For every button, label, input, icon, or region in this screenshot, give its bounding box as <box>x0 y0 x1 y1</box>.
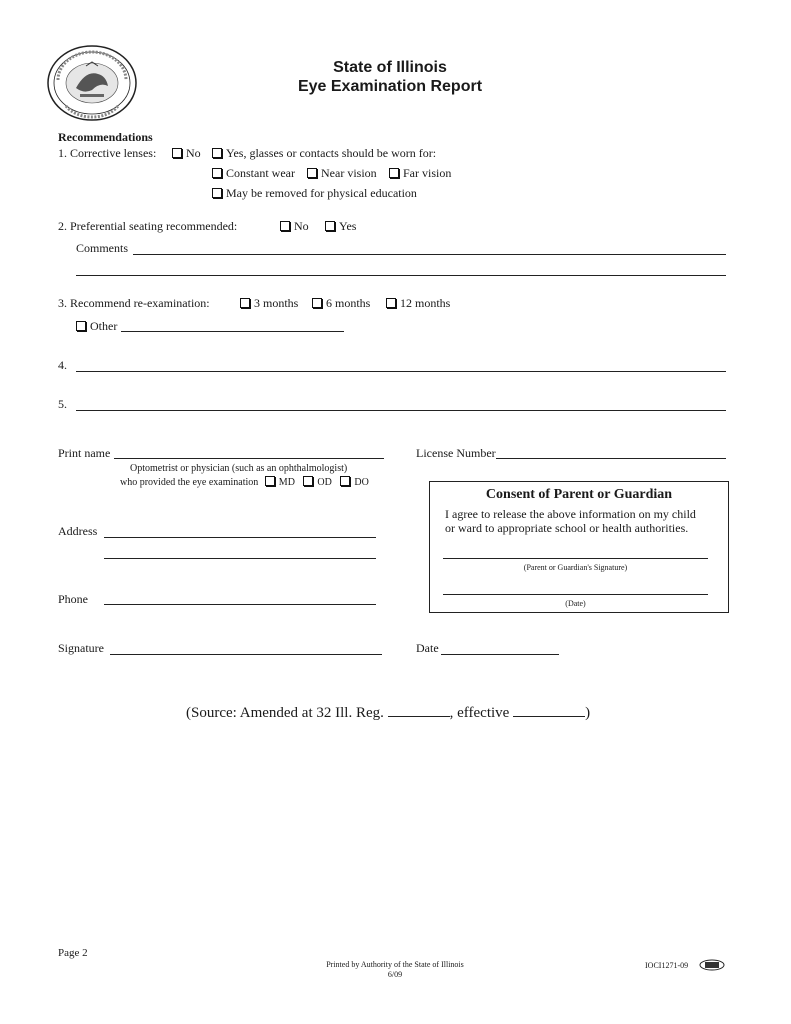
guardian-signature-caption: (Parent or Guardian's Signature) <box>523 563 628 572</box>
q1-near-option[interactable]: Near vision <box>307 166 377 181</box>
consent-text-1: I agree to release the above information on my child <box>445 507 696 521</box>
checkbox-icon[interactable] <box>172 148 182 158</box>
address-label: Address <box>58 524 98 538</box>
od-option[interactable]: OD <box>303 477 331 488</box>
q1-yes-option[interactable]: Yes, glasses or contacts should be worn for: <box>212 146 436 161</box>
phone-label: Phone <box>58 592 88 606</box>
title-line-2: Eye Examination Report <box>297 78 483 95</box>
q2-yes-option[interactable]: Yes <box>325 219 356 234</box>
print-date: 6/09 <box>387 970 403 979</box>
q5-field[interactable] <box>76 410 726 411</box>
examiner-caption-2-row <box>120 476 369 488</box>
consent-text-2: or ward to appropriate school or health authorities. <box>445 521 689 535</box>
checkbox-icon[interactable] <box>280 221 290 231</box>
source-text-3: ) <box>585 705 591 721</box>
signature-label: Signature <box>58 641 104 655</box>
q3-3months-option[interactable]: 3 months <box>240 296 298 311</box>
phone-field[interactable] <box>104 604 376 605</box>
consent-title: Consent of Parent or Guardian <box>485 487 673 502</box>
comments-label: Comments <box>76 241 129 255</box>
address-field-line-1[interactable] <box>104 537 376 538</box>
date-field[interactable] <box>441 654 559 655</box>
reg-number-field[interactable] <box>388 704 450 717</box>
q1-pe-option[interactable]: May be removed for physical education <box>212 186 417 201</box>
effective-date-field[interactable] <box>513 704 585 717</box>
q3-other-field[interactable] <box>121 331 344 332</box>
q4-label: 4. <box>58 358 67 372</box>
union-bug-logo <box>699 959 725 971</box>
checkbox-icon[interactable] <box>386 298 396 308</box>
md-option[interactable]: MD <box>265 477 295 488</box>
source-text-1: (Source: Amended at 32 Ill. Reg. <box>186 705 384 721</box>
page-number: Page 2 <box>58 947 88 959</box>
do-option[interactable]: DO <box>340 477 368 488</box>
checkbox-icon[interactable] <box>340 476 350 486</box>
q1-far-option[interactable]: Far vision <box>389 166 451 181</box>
checkbox-icon[interactable] <box>212 148 222 158</box>
q2-no-option[interactable]: No <box>280 219 309 234</box>
comments-field-line-1[interactable] <box>133 254 726 255</box>
printed-by-authority: Printed by Authority of the State of Illinois <box>326 960 464 969</box>
checkbox-icon[interactable] <box>325 221 335 231</box>
consent-date-caption: (Date) <box>565 599 586 608</box>
source-line <box>186 704 590 722</box>
checkbox-icon[interactable] <box>212 168 222 178</box>
checkbox-icon[interactable] <box>76 321 86 331</box>
q2-label: 2. Preferential seating recommended: <box>58 219 238 233</box>
recommendations-heading: Recommendations <box>58 130 153 144</box>
license-number-field[interactable] <box>496 458 726 459</box>
source-text-2: , effective <box>449 705 510 721</box>
q4-field[interactable] <box>76 371 726 372</box>
signature-field[interactable] <box>110 654 382 655</box>
checkbox-icon[interactable] <box>265 476 275 486</box>
q3-12months-option[interactable]: 12 months <box>386 296 450 311</box>
checkbox-icon[interactable] <box>312 298 322 308</box>
checkbox-icon[interactable] <box>240 298 250 308</box>
checkbox-icon[interactable] <box>303 476 313 486</box>
q5-label: 5. <box>58 397 67 411</box>
print-name-field[interactable] <box>114 458 384 459</box>
title-line-1: State of Illinois <box>333 59 447 76</box>
q3-6months-option[interactable]: 6 months <box>312 296 370 311</box>
address-field-line-2[interactable] <box>104 558 376 559</box>
q3-other-option[interactable]: Other <box>76 319 117 334</box>
checkbox-icon[interactable] <box>307 168 317 178</box>
q1-no-option[interactable]: No <box>172 146 201 161</box>
license-number-label: License Number <box>416 446 496 460</box>
examiner-caption-1: Optometrist or physician (such as an ophthalmologist) <box>130 463 348 474</box>
guardian-signature-field[interactable] <box>443 558 708 559</box>
date-label: Date <box>416 641 439 655</box>
checkbox-icon[interactable] <box>212 188 222 198</box>
q1-constant-option[interactable]: Constant wear <box>212 166 295 181</box>
state-seal-logo <box>46 44 138 122</box>
q1-label: 1. Corrective lenses: <box>58 146 157 160</box>
consent-date-field[interactable] <box>443 594 708 595</box>
checkbox-icon[interactable] <box>389 168 399 178</box>
comments-field-line-2[interactable] <box>76 275 726 276</box>
examiner-caption-2: who provided the eye examination <box>120 477 259 488</box>
print-name-label: Print name <box>58 446 111 460</box>
form-id: IOCI1271-09 <box>645 961 689 970</box>
q3-label: 3. Recommend re-examination: <box>58 296 210 310</box>
